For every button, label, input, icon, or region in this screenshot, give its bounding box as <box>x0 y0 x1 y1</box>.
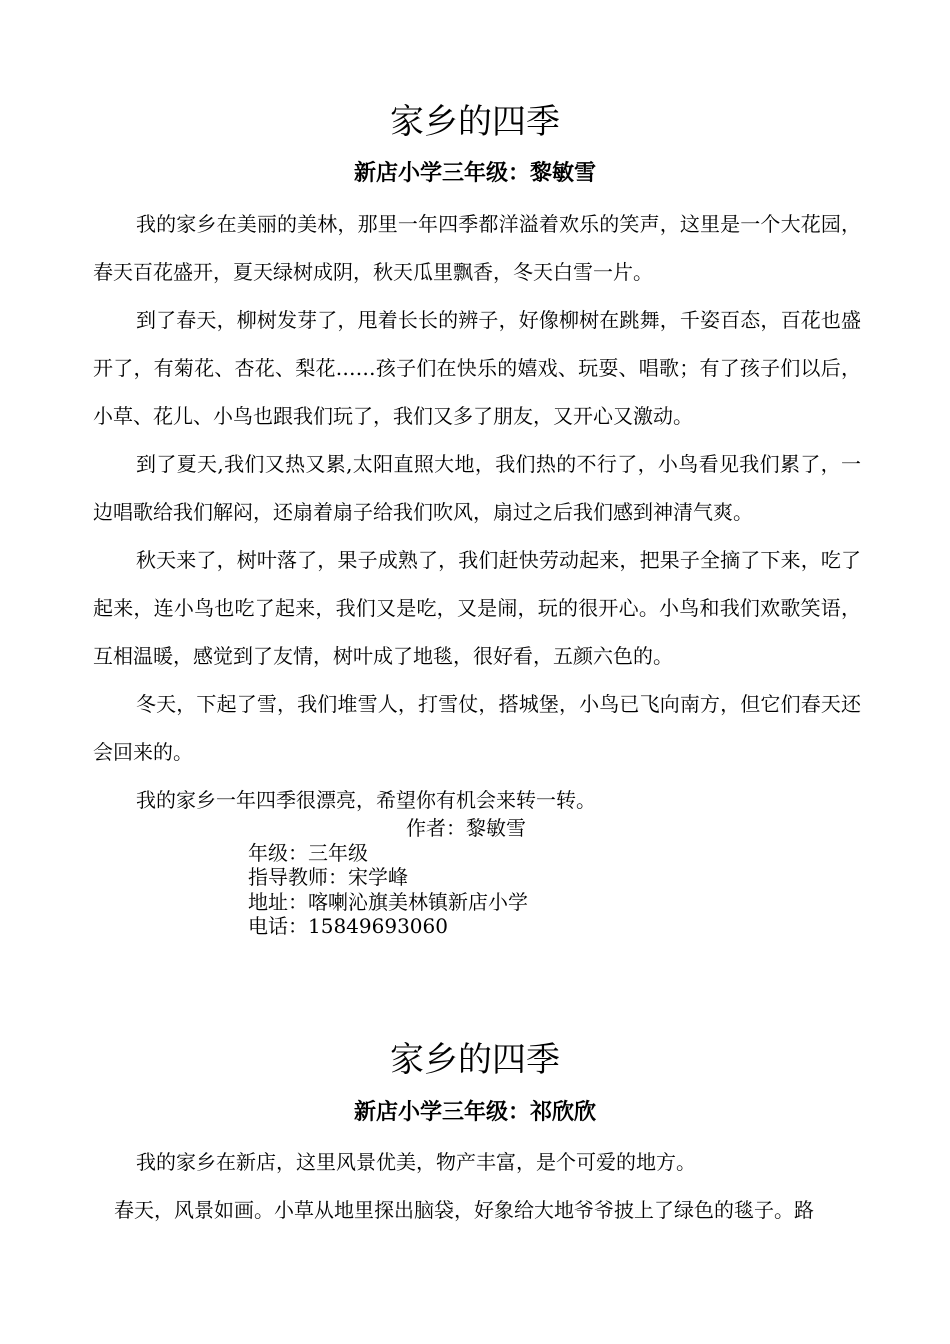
essay2-paragraph-2: 春天，风景如画。小草从地里探出脑袋，好象给大地爷爷披上了绿色的毯子。路 <box>114 1198 814 1222</box>
essay1-subtitle: 新店小学三年级：黎敏雪 <box>353 160 596 186</box>
essay2-paragraph-1: 我的家乡在新店，这里风景优美，物产丰富，是个可爱的地方。 <box>136 1150 696 1174</box>
essay1-paragraph-2: 到了春天，柳树发芽了，甩着长长的辨子，好像柳树在跳舞，千姿百态，百花也盛开了，有菊花、杏花、梨花……孩子们在快乐的嬉戏、玩耍、唱歌；有了孩子们以后，小草、花儿、小鸟也跟我们玩了，我们又多了朋友，又开心又激动。 <box>93 308 861 428</box>
essay1-address: 地址：喀喇沁旗美林镇新店小学 <box>248 890 528 914</box>
essay2-title: 家乡的四季 <box>390 1040 560 1080</box>
essay1-paragraph-5: 冬天，下起了雪，我们堆雪人，打雪仗，搭城堡，小鸟已飞向南方，但它们春天还会回来的。 <box>93 692 861 764</box>
essay1-author: 作者：黎敏雪 <box>406 816 526 840</box>
essay1-title: 家乡的四季 <box>390 102 560 142</box>
essay1-paragraph-3: 到了夏天,我们又热又累,太阳直照大地，我们热的不行了，小鸟看见我们累了，一边唱歌给我们解闷，还扇着扇子给我们吹风，扇过之后我们感到神清气爽。 <box>93 452 861 524</box>
essay1-paragraph-4: 秋天来了，树叶落了，果子成熟了，我们赶快劳动起来，把果子全摘了下来，吃了起来，连小鸟也吃了起来，我们又是吃，又是闹，玩的很开心。小鸟和我们欢歌笑语，互相温暖，感觉到了友情，树叶成了地毯，很好看，五颜六色的。 <box>93 548 861 668</box>
essay1-teacher: 指导教师：宋学峰 <box>248 865 408 889</box>
essay2-subtitle: 新店小学三年级：祁欣欣 <box>353 1099 596 1125</box>
essay1-paragraph-1: 我的家乡在美丽的美林，那里一年四季都洋溢着欢乐的笑声，这里是一个大花园，春天百花盛开，夏天绿树成阴，秋天瓜里飘香，冬天白雪一片。 <box>93 212 861 284</box>
essay1-phone: 电话：15849693060 <box>248 914 448 938</box>
essay1-grade: 年级：三年级 <box>248 841 368 865</box>
essay1-paragraph-6: 我的家乡一年四季很漂亮，希望你有机会来转一转。 <box>136 788 596 812</box>
